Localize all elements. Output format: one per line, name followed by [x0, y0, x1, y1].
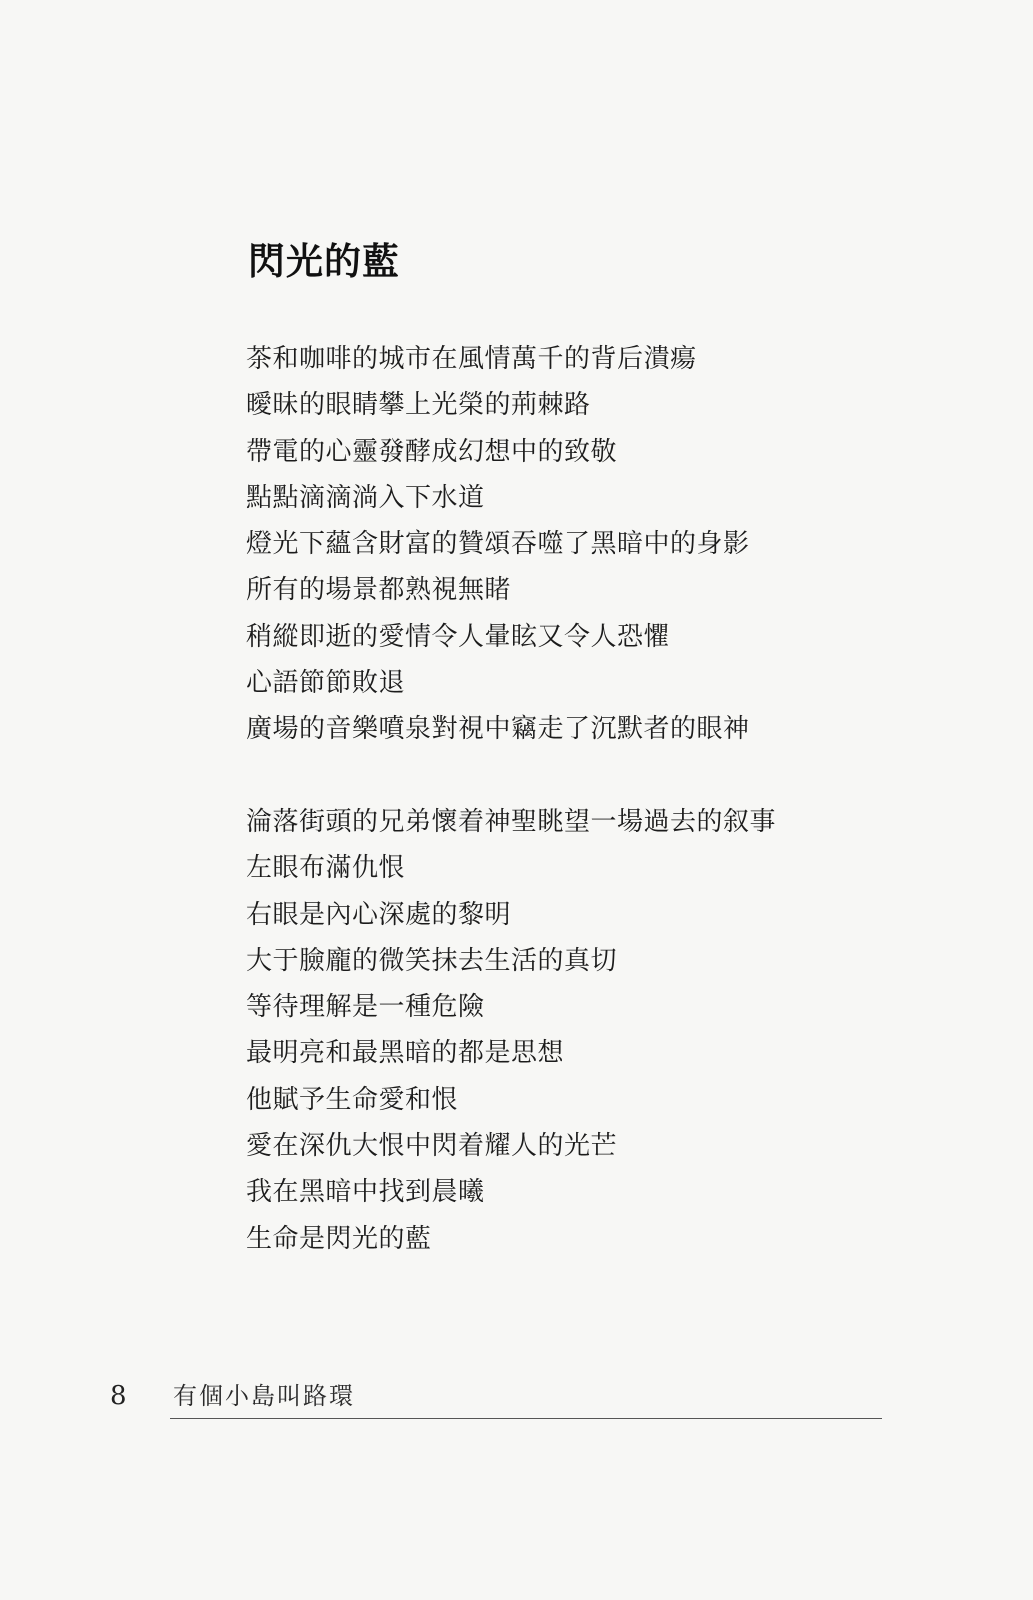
poem-line: 左眼布滿仇恨 [246, 853, 406, 884]
poem-line: 廣場的音樂噴泉對視中竊走了沉默者的眼神 [246, 714, 750, 745]
footer-divider [170, 1418, 882, 1419]
page-footer [110, 1378, 900, 1428]
poem-line: 我在黑暗中找到晨曦 [246, 1177, 485, 1208]
poem-line: 帶電的心靈發酵成幻想中的致敬 [246, 436, 618, 467]
running-book-title: 有個小島叫路環 [173, 1382, 355, 1410]
poem-line: 淪落街頭的兄弟懷着神聖眺望一場過去的叙事 [246, 807, 777, 837]
poem-stanza-1 [246, 336, 750, 753]
poem-line: 心語節節敗退 [246, 668, 406, 699]
poem-stanza-2 [246, 799, 776, 1262]
page-number: 8 [110, 1381, 127, 1411]
poem-line: 曖昧的眼睛攀上光榮的荊棘路 [246, 390, 591, 421]
poem-line: 所有的場景都熟視無睹 [246, 575, 512, 606]
poem-line: 等待理解是一種危險 [246, 992, 485, 1023]
poem-line: 生命是閃光的藍 [246, 1223, 432, 1254]
poem-line: 稍縱即逝的愛情令人暈眩又令人恐懼 [246, 621, 671, 652]
poem-line: 點點滴滴淌入下水道 [246, 482, 485, 513]
poem-line: 右眼是內心深處的黎明 [246, 899, 512, 930]
poem-line: 茶和咖啡的城市在風情萬千的背后潰瘍 [246, 344, 697, 374]
poem-line: 他賦予生命愛和恨 [246, 1084, 459, 1115]
poem-line: 大于臉龐的微笑抹去生活的真切 [246, 945, 618, 976]
poem-line: 燈光下蘊含財富的贊頌吞噬了黑暗中的身影 [246, 529, 750, 560]
poem-line: 愛在深仇大恨中閃着耀人的光芒 [246, 1131, 618, 1162]
poem-title: 閃光的藍 [248, 239, 400, 283]
poem-line: 最明亮和最黑暗的都是思想 [246, 1038, 565, 1069]
